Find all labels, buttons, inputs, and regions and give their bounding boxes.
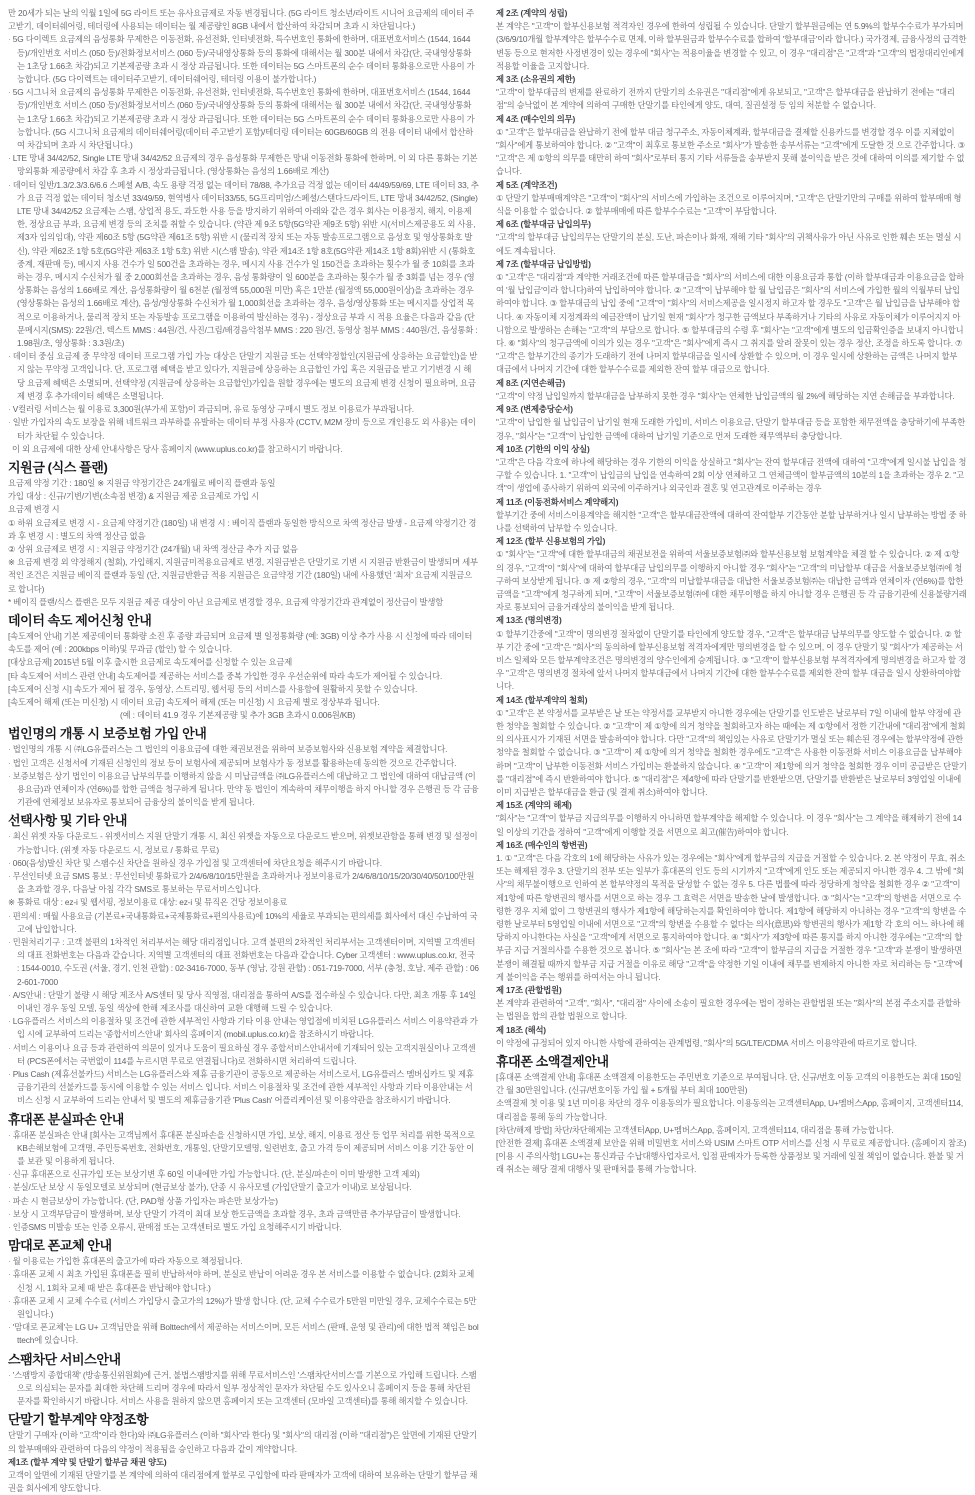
paragraph: 요금제 변경 시 [8,504,60,515]
bullet-item: · 파손 시 현금보상이 가능합니다. (단, PAD형 상품 가입자는 파손만 보상가능) [8,1195,479,1208]
bullet-item: · A/S안내 : 단말기 불량 시 해당 제조사 A/S센터 및 당사 직영점, 대리점을 통하여 A/S를 접수하실 수 있습니다. 다만, 최초 개통 후 14일 이내인 경우 동일 모델, 동일 색상에 한해 제조사를 대신하여 교환 대행해 드릴 수 있습니다. [8,989,479,1015]
clause-heading: 제 17조 (관할법원) [496,985,562,996]
paragraph: 할부기간 중에 서비스이용계약을 해지한 "고객"은 할부대금잔액에 대하여 잔여할부 기간동안 분할 납부하거나 일시 납부하는 방법 중 하나를 선택하여 납부할 수 있습니다. [496,509,967,533]
paragraph: ② 상위 요금제로 변경 시 : 지원금 약정기간 (24개월) 내 차액 정산금 추가 지급 없음 [8,543,298,554]
bullet-item: · 월 이용료는 가입한 휴대폰의 출고가에 따라 자동으로 책정됩니다. [8,1255,479,1268]
paragraph: [속도제어 안내] 기본 제공데이터 통화량 소진 후 종량 과금되며 요금제 별 일정통화량 (예: 3GB) 이상 추가 사용 시 신청에 따라 데이터 속도를 제어 (예 : 200kbps 이하)및 무과금 (할인) 할 수 있습니다. [8,630,473,655]
bullet-item: · 편의세 : 매월 사용요금 (기본료+국내통화료+국제통화료+편의사용료)에 10%의 세율로 부과되는 편의세를 회사에서 대신 수납하여 국고에 납입합니다. [8,910,479,936]
paragraph: 본 계약은 "고객"이 할부신용보험 적격자인 경우에 한하여 성립될 수 있습니다. 단말기 할부원금에는 연 5.9%의 할부수수료가 부가되며 (3/6/9/10개월 할부계약은 할부수수료 면제, 이하 할부원금과 할부수수료를 합하여 '할부대금'이라 합니다.) 국가경제, 금융사정의 급격한 변동 등으로 현저한 사정변경이 있는 경우에 "회사"는 적용이율을 변경할 수 있고, 이 경우 "대리점"은 "고객"과 "고객"의 법정대리인에게 적용할 이율을 고지합니다. [496,21,967,71]
paragraph: [차단/해제 방법] 차단/차단해제는 고객센터App, U+멤버스App, 홈페이지, 고객센터114, 대리점을 통해 가능합니다. [496,1124,894,1135]
clause-heading: 제 12조 (할부 신용보험의 가입) [496,536,606,547]
bullet-item: · 060(음성)발신 차단 및 스팸수신 차단을 원하실 경우 가입점 및 고객센터에 차단요청을 해주시기 바랍니다. [8,857,479,870]
paragraph: ※ 요금제 변경 외 약정해지 (철회), 가입해지, 지원금미적용요금제로 변경, 지원금받은 단말기로 기변 시 지원금 반환금이 발생되며 세부적인 조건은 지원금 베이직 플랜과 동일 (단, 지원금반환금 적용 지원금은 요금약정 기간 (180일) 내에 사용했던 '최저' 요금제 지원금으로 합니다) [8,557,478,594]
clause-heading: 제 15조 (계약의 해제) [496,800,572,811]
paragraph: 1. ① "고객"은 다음 각호의 1에 해당하는 사유가 있는 경우에는 "회사"에게 할부금의 지급을 거절할 수 있습니다. 2. 본 약정이 무효, 취소 또는 해제된 경우 3. 단말기의 전부 또는 일부가 휴대폰의 인도 등의 시기까지 "고객"에게 인도 또는 제공되지 아니한 경우 4. 그 밖에 "회사"의 채무불이행으로 인하여 본 할부약정의 목적을 달성할 수 없는 경우 5. 다른 법률에 따라 정당하게 청약을 철회한 경우 ② "고객"이 제1항에 따른 항변권의 행사를 서면으로 하는 경우 그 효력은 서면을 발송한 날에 발생합니다. ③ "회사"는 "고객"의 항변을 서면으로 수령한 경우 지체 없이 그 항변권의 행사가 제1항에 해당하는지를 확인하여야 합니다. 제1항에 해당하지 아니하는 경우 "고객"의 항변을 수령한 날로부터 5영업일 이내에 서면으로 "고객"의 항변을 수용할 수 없다는 의사(意思)와 항변권의 행사가 제1항 각 호의 어느 하나에 해당하지 아니한다는 사실을 "고객"에게 서면으로 통지하여야 합니다. ④ "회사"가 제3항에 따른 통지를 하지 아니한 경우에는 "고객"의 할부금 지급 거절의사를 수용한 것으로 봅니다. ⑤ "회사"는 본 조에 따라 "고객"이 할부금의 지급을 거절한 경우 "고객"과 분쟁이 발생하면 분쟁이 해결될 때까지 할부금 지급 거절을 이유로 해당 "고객"을 약정한 기일 이내에 채무를 변제하지 아니한 자로 처리하는 등 "고객"에게 불이익을 주는 행위를 하여서는 아니 됩니다. [496,853,967,982]
clause-heading: 제 2조 (계약의 성립) [496,8,568,18]
paragraph: [이용 시 주의사항] LGU+는 통신과금 수납대행사업자로서, 입점 판매자가 등록한 상품정보 및 거래에 일절 책임이 없습니다. 환불 및 거래 취소는 해당 결제 대행사 및 판매처를 통해 가능합니다. [496,1151,964,1175]
bullet-item: · LG유플러스 서비스의 이용절차 및 조건에 관한 세부적인 사항과 기타 이용 안내는 영업점에 비치된 LG유플러스 서비스 이용약관과 가입 시에 교부하여 드리는 '종합서비스안내' 회사의 홈페이지 (mobil.uplus.co.kr)을 참조하시기 바랍니다. [8,1015,479,1041]
bullet-item: · 신규 휴대폰으로 신규가입 또는 보상기변 후 60일 이내에만 가입 가능합니다. (단, 분실/파손이 이미 발생한 고객 제외) [8,1168,479,1181]
paragraph: ※ 통화료 대상 : ez-i 및 웹서핑, 정보이용료 대상: ez-i 및 뮤직온 건당 정보이용료 [8,897,288,908]
paragraph: "고객"이 약정 납입일까지 할부대금을 납부하지 못한 경우 "회사"는 연체한 납입금액의 월 2%에 해당하는 지연 손해금을 부과합니다. [496,390,955,401]
bullet-item: · 인증SMS 미발송 또는 인증 오류시, 판매점 또는 고객센터로 별도 가입 요청해주시기 바랍니다. [8,1221,479,1234]
paragraph: 본 계약과 관련하여 "고객", "회사", "대리점" 사이에 소송이 필요한 경우에는 법이 정하는 관할법원 또는 "회사"의 본점 주소지를 관할하는 법원을 합의 관할 법원으로 합니다. [496,998,961,1022]
clause-heading: 제 13조 (명의변경) [496,615,562,626]
paragraph: "고객"이 할부대금의 변제를 완료하기 전까지 단말기의 소유권은 "대리점"에게 유보되고, "고객"은 할부대금을 완납하기 전에는 "대리점"의 승낙없이 본 계약에 의하여 구매한 단말기를 타인에게 양도, 대여, 질권설정 등 임의 처분할 수 없습니다. [496,87,955,111]
paragraph: 이 외 요금제에 대한 상세 안내사항은 당사 홈페이지 (www.uplus.co.kr)를 참고하시기 바랍니다. [12,443,343,454]
paragraph: "고객"이 납입한 월 납입금이 납기일 현재 도래한 가입비, 서비스 이용요금, 단말기 할부대금 등을 포함한 채무전액을 충당하기에 부족한 경우, "회사"는 "고객"이 납입한 금액에 대하여 납기일 기준으로 먼저 도래한 채무액부터 충당합니다. [496,417,966,441]
paragraph: ① "고객"은 할부대금을 완납하기 전에 할부 대금 청구주소, 자동이체계좌, 할부대금을 결제할 신용카드를 변경할 경우 이를 지체없이 "회사"에게 통보하여야 합니다. ② "고객"이 최후로 통보한 주소로 "회사"가 발송한 송부서류는 "고객"에게 도달한 것 으로 간주합니다. ③ "고객"은 제 ①항의 의무를 태만히 하여 "회사"로부터 통지 기타 서류들을 송부받지 못해 불이익을 받은 것에 대하여 이의를 제기할 수 없습니다. [496,126,965,177]
bullet-item: · 보증보험은 상기 법인이 이용요금 납부의무를 이행하지 않을 시 미납금액을 ㈜LG유플러스에 대납하고 그 법인에 대하여 대납금액 (이용요금)과 연체이자 (연6%)를 합한 금액을 청구하게 됩니다. 만약 동 법인이 계속하여 채무이행을 하지 아니할 경우 은행권 등 각 금융기관에 연체정보 보유자로 통보되어 금융상의 불이익을 받게 됩니다. [8,770,479,810]
bullet-item: · 보상 시 고객부담금이 발생하며, 보상 단말기 가격이 최대 보상 한도금액을 초과할 경우, 초과 금액만큼 추가부담금이 발생합니다. [8,1208,479,1221]
bullet-item: · 5G 시그니처 요금제의 음성통화 무제한은 이동전화, 유선전화, 인터넷전화, 특수번호인 통화에 한하며, 대표번호서비스 (1544, 1644 등)/개인번호 서비스 (050 등)/전화정보서비스 (060 등)/국내영상통화 등의 통화에 대해서는 월 300분 내에서 차감(단, 국내영상통화는 1초당 1.66초 차감)되고 기본제공량 초과 시 정상 과금됩니다. 또한 데이터는 5G 스마트폰의 순수 데이터 통화용으로만 사용이 가능합니다. (5G 시그니처 요금제의 데이터쉐어링(데이터 주고받기 포함)/테더링 데이터는 60GB/60GB 의 전용 데이터 내에서 합산하여 차감되며 초과 시 차단됩니다.) [8,86,479,152]
paragraph: 고객이 앞면에 기재된 단말기를 본 계약에 의하여 대리점에게 할부로 구입함에 따라 판매자가 고객에 대하여 보유하는 단말기 할부금 채권을 회사에게 양도합니다. [8,1469,478,1494]
bullet-item: · V컬러링 서비스는 월 이용료 3,300원(부가세 포함)이 과금되며, 유료 동영상 구매시 별도 정보 이용료가 부과됩니다. [8,403,479,416]
clause-heading: 제 3조 (소유권의 제한) [496,74,576,85]
bullet-item: · 서비스 이용이나 요금 등과 관련하여 의문이 있거나 도움이 필요하실 경우 종합서비스안내서에 기재되어 있는 고객지원실이나 고객센터 (PCS폰에서는 국번없이 114를 누르시면 무료로 연결됩니다)로 전화하시면 처리하여 드립니다. [8,1042,479,1068]
clause-heading: 제 6조 (할부대금 납입의무) [496,219,591,230]
clause-heading: 제1조 (할부 계약 및 단말기 할부금 채권 양도) [8,1456,167,1467]
clause-heading: 제 9조 (변제충당순서) [496,404,573,415]
paragraph: "고객"의 할부대금 납입의무는 단말기의 분실, 도난, 파손이나 화재, 재해 기타 "회사"의 귀책사유가 아닌 사유로 인한 훼손 또는 멸실 시에도 계속됩니다. [496,232,962,256]
paragraph: 이 약정에 규정되어 있지 아니한 사항에 관하여는 관계법령, "회사"의 5G/LTE/CDMA 서비스 이용약관에 따르기로 합니다. [496,1037,917,1048]
bullet-item: · 데이터 일반/1.3/2.3/3.6/6.6 스페셜 A/B, 속도 용량 걱정 없는 데이터 78/88, 추가요금 걱정 없는 데이터 44/49/59/69, LTE 데이터 33, 추가 요금 걱정 없는 데이터 청소년 33/49/59, 현역병사 데이터33/55, 5G프리미엄/스페셜/스탠다드/라이트, LTE 망내 34/42/52, (Single)LTE 망내 34/42/52 요금제는 스팸, 상업적 용도, 과도한 사용 등을 방지하기 위하여 아래와 같은 경우 회사는 이용정지, 해지, 이용제한, 정상요금 부과, 요금제 변경 등의 조치를 취할 수 있습니다. (약관 제 9조 5항(5G약관 제9조 5항) 위반 시(서비스제공용도 외 사용, 제3자 임의임대), 약관 제60조 5항 (5G약관 제61조 5항) 위반 시 (물리적 장치 또는 자동 발송프로그램으로 음성호 및 영상통화호 발신), 약관 제62조 1항 5호(5G약관 제63조 1항 5호) 위반 시(스팸 발송), 약관 제14조 1항 8호(5G약관 제14조 1항 8회)위반 시 (통화호 중계, 재판매 등), 메시지 사용 건수가 일 500건을 초과하는 경우, 메시지 사용 건수가 일 150건을 초과하는 횟수가 월 중 10회를 초과하는 경우, 메시지 수신처가 월 중 2,000회선을 초과하는 경우, 음성 통화량이 일 600분을 초과하는 횟수가 월 중 3회를 넘는 경우 (영상통화는 음성의 1.66배로 계산, 음성통화량이 월 6천분 (월정액 55,000원 미만) 혹은 1만분 (월정액 55,000원이상)을 초과하는 경우 (영상통화는 음성의 1.66배로 계산), 음성/영상통화 수신처가 월 1,000회선을 초과하는 경우, 음성/영상통화 또는 메시지를 상업적 목적으로 이용하거나, 물리적 장치 또는 자동발송 프로그램을 이용하여 발신하는 경우) - 정상요금 부과 시 적용 요율은 다음과 같음 (단문메시지(SMS): 22원/건, 텍스트 MMS : 44원/건, 사진/그림/배경음악첨부 MMS : 220 원/건, 동영상 첨부 MMS : 440원/건, 음성통화 : 1.98원/초, 영상통화 : 3.3원/초) [8,179,479,351]
paragraph: ① 단말기 할부매매계약은 "고객"이 "회사"의 서비스에 가입하는 조건으로 이루어지며, "고객"은 단말기만의 구매를 위하여 할부매매 형식을 이용할 수 없습니다. ② 할부매매에 따른 할부수수료는 "고객"이 부담합니다. [496,192,962,217]
bullet-item: · 일반 가입자의 속도 보장을 위해 네트워크 과부하를 유발하는 데이터 부정 사용자 (CCTV, M2M 장비 등으로 개인용도 외 사용)는 데이터가 차단될 수 있습니다. [8,416,479,442]
paragraph: 소액결제 첫 이용 및 1년 미이용 차단의 경우 이용동의가 필요합니다. 이용동의는 고객센터App, U+멤버스App, 홈페이지, 고객센터114, 대리점을 통해 동의 가능합니다. [496,1098,964,1122]
bullet-item: · 법인명의 개통 시 ㈜LG유플러스는 그 법인의 이용요금에 대한 채권보전을 위하여 보증보험사와 신용보험 계약을 체결합니다. [8,743,479,756]
bullet-item: · 휴대폰 분실파손 안내 [회사는 고객님께서 휴대폰 분실파손을 신청하시면 가입, 보상, 해지, 이용료 정산 등 업무 처리를 위한 목적으로 KB손해보험에 고객명, 주민등록번호, 전화번호, 개통일, 단말기모델명, 일련번호, 출고 가격 등이 제공되며 서비스 이용 기간 동안 이를 보관 및 이용하게 됩니다. [8,1129,479,1169]
paragraph: [대상요금제] 2015년 5월 이후 출시한 요금제로 속도제어를 신청할 수 있는 요금제 [8,657,293,668]
section-heading: 단말기 할부계약 약정조항 [8,1412,149,1428]
bullet-item: · 법인 고객은 신청서에 기재된 신청인의 정보 등이 보험사에 제공되며 보험사가 동 정보를 활용하는데 동의한 것으로 간주합니다. [8,757,479,770]
clause-heading: 제 5조 (계약조건) [496,179,558,190]
clause-heading: 제 10조 (기한의 이익 상실) [496,443,590,454]
paragraph: [안전한 결제] 휴대폰 소액결제 보안을 위해 비밀번호 서비스와 USIM 스마트 OTP 서비스를 신청 시 무료로 제공합니다. (홈페이지 참조) [496,1138,967,1149]
paragraph: 요금제 약정 기간 : 180일 ※ 지원금 약정기간은 24개월로 베이직 플랜과 동일 [8,477,276,488]
paragraph: (예 : 데이터 41.9 경우 기본제공량 및 추가 3GB 초과시 0.006원/KB) [120,710,356,721]
bullet-item: · Plus Cash (제휴선불카드) 서비스는 LG유플러스와 제휴 금융기관이 공동으로 제공하는 서비스로서, LG유플러스 멤버십카드 및 제휴 금융기관의 선불카드를 동시에 이용할 수 있는 서비스 입니다. 서비스 이용절차 및 조건에 관한 세부적인 사항과 기타 이용안내는 서비스 신청 시 교부하여 드리는 안내서 및 별도의 제휴금융기관 'Plus Cash' 어플리케이션 및 이용약관을 참조하시기 바랍니다. [8,1068,479,1108]
section-heading: 선택사항 및 기타 안내 [8,813,128,829]
clause-heading: 제 11조 (이동전화서비스 계약해지) [496,496,619,507]
bullet-item: · 휴대폰 교체 시 최초 가입된 휴대폰을 필히 반납하셔야 하며, 분실로 반납이 어려운 경우 본 서비스를 이용할 수 없습니다. (2회차 교체 신청 시, 1회차 교체 때 받은 휴대폰을 반납해야 합니다.) [8,1268,479,1294]
paragraph: 만 20세가 되는 날의 익월 1일에 5G 라이트 또는 유사요금제로 자동 변경됩니다. (5G 라이트 청소년/라이트 시니어 요금제의 데이터 주고받기, 데이터쉐어링, 테더링에 사용되는 데이터는 월 제공량인 8GB 내에서 합산하여 차감되며 초과 시 차단됩니다.) [8,8,475,32]
paragraph: "회사"는 "고객"이 할부금 지급의무를 이행하지 아니하면 할부계약을 해제할 수 있습니다. 이 경우 "회사"는 그 계약을 해제하기 전에 14일 이상의 기간을 정하여 "고객"에게 이행할 것을 서면으로 최고(催告)하여야 합니다. [496,813,962,837]
bullet-item: · 데이터 중심 요금제 중 무약정 데이터 프로그램 가입 가능 대상은 단말기 지원금 또는 선택약정할인(지원금에 상응하는 요금할인)을 받지 않는 무약정 고객입니다. 단, 프로그램 혜택을 받고 있다가, 지원금에 상응하는 요금할인 가입 혹은 지원금을 받고 기기변경 시 해당 요금제 혜택은 소멸되며, 선택약정 (지원금에 상응하는 요금할인)가입을 원할 경우에는 별도의 요금제 변경 신청이 필요하며, 요금제 변경 후 추가데이터 혜택은 소멸됩니다. [8,350,479,403]
clause-heading: 제 7조 (할부대금 납입방법) [496,258,591,269]
section-heading: 데이터 속도 제어신청 안내 [8,612,152,628]
paragraph: "고객"은 다음 각호에 하나에 해당하는 경우 기한의 이익을 상실하고 "회사"는 잔여 할부대금 전액에 대하여 "고객"에게 일시불 납입을 청구할 수 있습니다. 1. "고객"이 납입금의 납입을 연속하여 2회 이상 연체하고 그 연체금액이 할부금액의 10분의 1을 초과하는 경우 2. "고객"이 생업에 종사하기 위하여 외국에 이주하거나 외국인과 결혼 및 연고관계로 이주하는 경우 [496,456,967,494]
bullet-item: · 5G 다이렉트 요금제의 음성통화 무제한은 이동전화, 유선전화, 인터넷전화, 특수번호인 통화에 한하며, 대표번호서비스 (1544, 1644 등)/개인번호 서비스 (050 등)/전화정보서비스 (060 등)/국내영상통화 등의 통화에 대해서는 월 300분 내에서 차감(단, 국내영상통화는 1초당 1.66초 차감)되고 기본제공량 초과 시 정상 과금됩니다. 또한 데이터는 5G 스마트폰의 순수 데이터 통화용으로만 사용이 가능합니다. (5G 다이렉트는 데이터주고받기, 데이터쉐어링, 테더링 이용이 불가합니다.) [8,33,479,86]
clause-heading: 제 16조 (매수인의 항변권) [496,839,588,850]
paragraph: ① "회사"는 "고객"에 대한 할부대금의 채권보전을 위하여 서울보증보험㈜와 할부신용보험 보험계약을 체결 할 수 있습니다. ② 제 ①항의 경우, "고객"이 "회사"에 대하여 할부대금 납입의무를 이행하지 아니할 경우 "회사"는 "고객"의 미납할부 대금을 서울보증보험㈜에 청구하여 보상받게 됩니다. ③ 제 ②항의 경우, "고객"의 미납할부대금을 대납한 서울보증보험㈜는 대납한 금액과 연체이자 (연6%)를 합한 금액을 "고객"에게 청구하게 되며, "고객"이 서울보증보험㈜에 대한 채무이행을 하지 아니할 경우 은행권 등 각 금융기관에 신용불량거래자로 통보되어 금융거래상의 불이익을 받게 됩니다. [496,549,967,613]
bullet-item: · 무선인터넷 요금 SMS 통보 : 무선인터넷 통화료가 2/4/6/8/10/15만원을 초과하거나 정보이용료가 2/4/6/8/10/15/20/30/40/50/100만원을 초과할 경우, 다음날 아침 각각 SMS로 통보하는 무료서비스입니다. [8,870,479,896]
bullet-item: · 민원처리기구 : 고객 불편의 1차적인 처리부서는 해당 대리점입니다. 고객 불편의 2차적인 처리부서는 고객센터이며, 지역별 고객센터의 대표 전화번호는 다음과 같습니다. 지역별 고객센터의 대표 전화번호는 다음과 같습니다. Cyber 고객센터 : www.uplus.co.kr, 전국 : 1544-0010, 수도권 (서울, 경기, 인천 관할) : 02-3416-7000, 동부 (영남, 강원 관할) : 051-719-7000, 서부 (충청, 호남, 제주 관할) : 062-601-7000 [8,936,479,989]
paragraph: 가입 대상 : 신규/기변/기변(소속점 변경) & 지원금 제공 요금제로 가입 시 [8,491,259,502]
left-column [8,7,479,1494]
section-heading: 법인명의 개통 시 보증보험 가입 안내 [8,726,207,742]
paragraph: [속도제어 신청 시] 속도가 제어 될 경우, 동영상, 스트리밍, 웹서핑 등의 서비스를 사용함에 원활하지 못할 수 있습니다. [8,683,418,694]
bullet-item: · '맘대로 폰교체'는 LG U+ 고객님만을 위해 Bolttech에서 제공하는 서비스이며, 모든 서비스 (판매, 운영 및 관리)에 대한 법적 책임은 bolttech에 있습니다. [8,1321,479,1347]
clause-heading: 제 14조 (할부계약의 철회) [496,694,588,705]
clause-heading: 제 8조 (지연손해금) [496,377,566,388]
paragraph: [타 속도제어 서비스 관련 안내] 속도제어를 제공하는 서비스를 중복 가입한 경우 우선순위에 따라 속도가 제어될 수 있습니다. [8,670,443,681]
paragraph: [속도제어 해제 (또는 미신청) 시 데이터 요금] 속도제어 해제 (또는 미신청) 시 요금제 별로 정상부과 됩니다. [8,696,380,707]
paragraph: 단말기 구매자 (이하 "고객"이라 한다)와 ㈜LG유플러스 (이하 "회사"라 한다) 및 "회사"의 대리점 (이하 "대리점")은 앞면에 기재된 단말기의 할부매매와 관련하여 다음의 약정이 적용됨을 승인하고 다음과 같이 계약합니다. [8,1430,477,1454]
paragraph: [휴대폰 소액결제 안내] 휴대폰 소액결제 이용한도는 주민번호 기준으로 부여됩니다. 단, 신규/번호 이동 고객의 이용한도는 최대 150일간 월 30만원입니다. (신규/번호이동 가입 월 + 5개월 부터 최대 100만원) [496,1072,962,1096]
paragraph: * 베이직 플랜/식스 플랜은 모두 지원금 제공 대상이 아닌 요금제로 변경할 경우, 요금제 약정기간과 관계없이 정산금이 발생함 [8,596,444,607]
section-heading: 지원금 (식스 플랜) [8,459,108,475]
paragraph: ① 할부기간중에 "고객"이 명의변경 절차없이 단말기를 타인에게 양도할 경우, "고객"은 할부대금 납부의무를 양도할 수 없습니다. ② 할부 기간 중에 "고객"은 "회사"의 동의하에 할부신용보험 적격자에게만 명의변경을 할 수 있으며, 이 경우 단말기 및 "회사"가 제공하는 서비스 일체와 모든 할부계약조건은 명의변경의 양수인에게 승계됩니다. ③ "고객"이 할부신용보험 부적격자에게 명의변경을 하고자 할 경우 "고객"은 명의변경 절차에 앞서 나머지 할부대금에서 나머지 기간에 대한 할부수수료를 제외한 잔여 할부 대금을 일시 상환하여야합니다. [496,628,966,692]
section-heading: 맘대로 폰교체 안내 [8,1238,112,1254]
right-column [496,7,967,1384]
bullet-item: · '스팸방지 종합대책' (방송통신위원회)에 근거, 불법스팸방지를 위해 무료서비스인 '스팸차단서비스'를 기본으로 가입해 드립니다. 스팸으로 의심되는 문자를 최대한 차단해 드리며 경우에 따라서 일부 정상적인 문자가 차단될 수도 있사오니 홈페이지 등을 통해 차단된 문자를 확인하시기 바랍니다. 서비스 사용을 원하지 않으면 홈페이지 또는 고객센터 (모바일 고객센터)를 통해 해지할 수 있습니다. [8,1369,479,1409]
clause-heading: 제 4조 (매수인의 의무) [496,113,576,124]
paragraph: ① "고객"은 "대리점"과 계약한 거래조건에 따른 할부대금을 "회사"의 서비스에 대한 이용요금과 통합 (이하 할부대금과 이용요금을 합하여 '월 납입금'이라 합니다)하여 납입하여야 합니다. ② "고객"이 납부해야 할 월 납입금은 "회사"의 서비스에 가입한 월의 익월부터 납입하여야 합니다. ③ 할부대금의 납입 중에 "고객"이 "회사"의 서비스제공을 일시정지 하고자 할 경우도 "고객"은 월 납입금을 납부해야 합니다. ④ 자동이체 지정계좌의 예금잔액이 납기일 현재 "회사"가 청구한 금액보다 부족하거나 기타의 사유로 자동이체가 이루어지지 아니함으로 발생하는 손해는 "고객"의 부담으로 합니다. ⑤ 할부대금의 수령 후 "회사"는 "고객"에게 별도의 입금확인증을 보내지 아니합니다. ⑥ "회사"의 청구금액에 이의가 있는 경우 "고객"은 "회사"에게 즉시 그 취지를 알려 잘못이 있는 경우 정산, 조정을 하도록 합니다. ⑦ "고객"은 할부기간의 종기가 도래하기 전에 나머지 할부대금을 일시에 상환할 수 있으며, 이 경우 일시에 상환하는 금액은 나머지 할부 대금에서 나머지 기간에 대한 할부수수료를 제외한 잔여 할부 대금으로 합니다. [496,272,964,375]
bullet-item: · 분실/도난 보상 시 동일모델로 보상되며 (현금보상 불가), 단종 시 유사모델 (가입단말기 출고가 이내)로 보상됩니다. [8,1181,479,1194]
clause-heading: 제 18조 (해석) [496,1024,546,1035]
section-heading: 스팸차단 서비스안내 [8,1351,121,1367]
paragraph: ① "고객"은 본 약정서를 교부받은 날 또는 약정서를 교부받지 아니한 경우에는 단말기를 인도받은 날로부터 7일 이내에 할부 약정에 관한 청약을 철회할 수 있습니다. ② "고객"이 제 ①항에 의거 청약을 철회하고자 하는 때에는 제 ①항에서 정한 기간내에 "대리점"에게 철회의 의사표시가 기재된 서면을 발송하여야 합니다. 다만 "고객"의 책임있는 사유로 단말기가 멸실 또는 훼손된 경우에는 할부약정에 관한 청약을 철회할 수 없습니다. ③ "고객"이 제 ①항에 의거 청약을 철회한 경우에도 "고객"은 사용한 이동전화 서비스 이용요금을 납부해야 하며 "고객"이 납부한 이동전화 서비스 가입비는 환불하지 않습니다. ④ "고객"이 제1항에 의거 청약을 철회한 경우 이미 공급받은 단말기를 "대리점"에 즉시 반환하여야 합니다. ⑤ "대리점"은 제4항에 따라 단말기를 반환받으면, 단말기를 반환받은 날로부터 3영업일 이내에 이미 지급받은 할부대금을 환급 (및 결제 취소)하여야 합니다. [496,707,967,797]
bullet-item: · 휴대폰 교체 시 교체 수수료 (서비스 가입당시 출고가의 12%)가 발생 합니다. (단, 교체 수수료가 5만원 미만일 경우, 교체수수료는 5만원입니다.) [8,1295,479,1321]
bullet-item: · LTE 망내 34/42/52, Single LTE 망내 34/42/52 요금제의 경우 음성통화 무제한은 망내 이동전화 통화에 한하며, 이 외 다른 통화는 기본 망외통화 제공량에서 차감 후 초과 시 정상과금됩니다. (영상통화는 음성의 1.66배로 계산) [8,152,479,178]
bullet-item: · 최신 위젯 자동 다운로드 - 위젯서비스 지원 단말기 개통 시, 최신 위젯을 자동으로 다운로드 받으며, 위젯보관함을 통해 변경 및 설정이 가능합니다. (위젯 자동 다운로드 시, 정보료 / 통화료 무료) [8,830,479,856]
section-heading: 휴대폰 소액결제안내 [496,1054,609,1070]
section-heading: 휴대폰 분실파손 안내 [8,1111,124,1127]
paragraph: ① 하위 요금제로 변경 시 - 요금제 약정기간 (180일) 내 변경 시 : 베이직 플랜과 동일한 방식으로 차액 정산금 발생 - 요금제 약정기간 경과 후 변경 시 : 별도의 차액 정산금 없음 [8,517,477,541]
